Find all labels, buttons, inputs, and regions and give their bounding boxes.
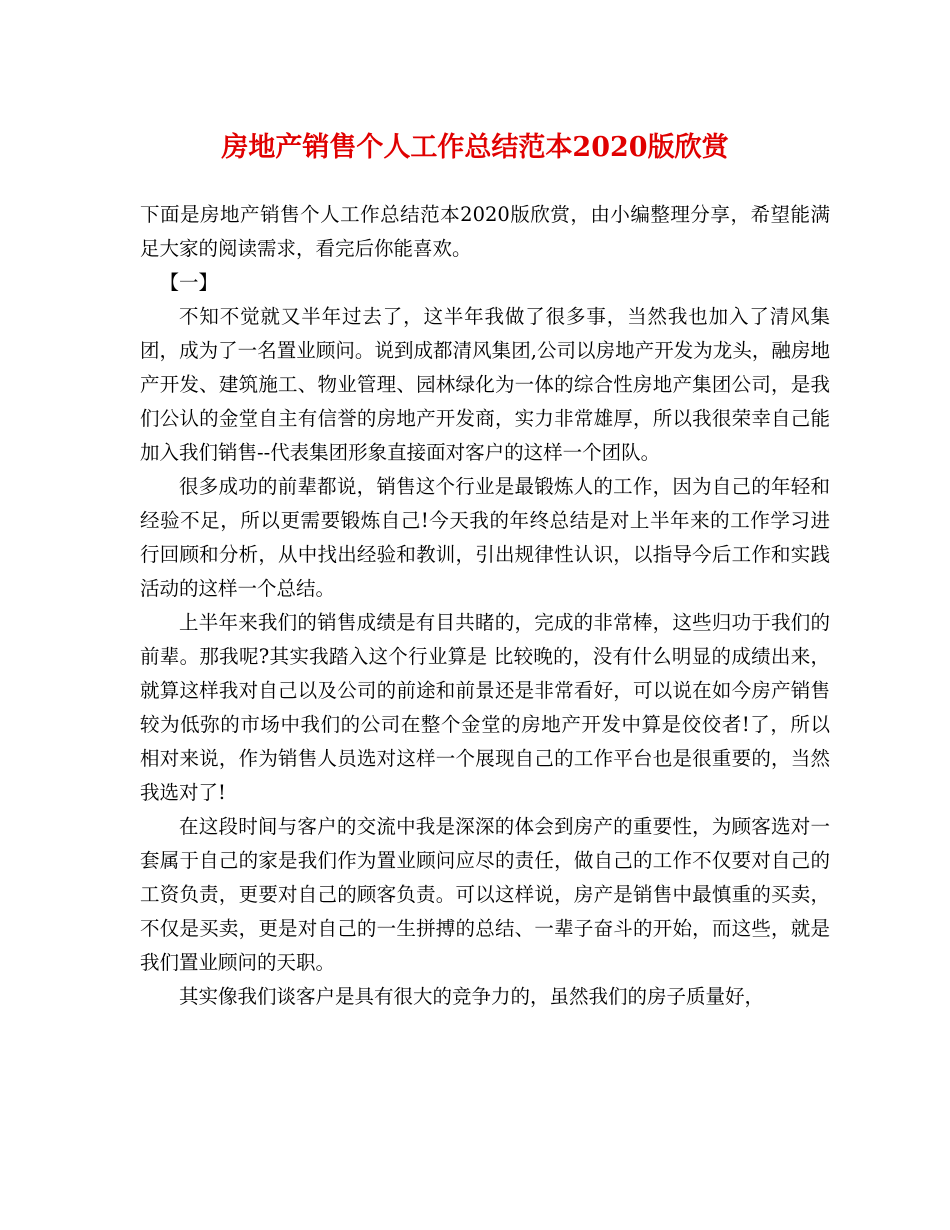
section-marker: 【一】 [159, 271, 219, 294]
body-paragraph: 其实像我们谈客户是具有很大的竞争力的，虽然我们的房子质量好， [179, 985, 765, 1008]
body-paragraph: 上半年来我们的销售成绩是有目共睹的，完成的非常棒，这些归功于我们的前辈。那我呢?其实我踏入这个行业算是 比较晚的，没有什么明显的成绩出来，就算这样我对自己以及公司的前途和前景还是非常看好，可以说在如今房产销售较为低弥的市场中我们的公司在整个金堂的房地产开发中算是佼佼者!了，所以相对来说，作为销售人员选对这样一个展现自己的工作平台也是很重要的，当然我选对了! [140, 611, 830, 804]
body-paragraph: 在这段时间与客户的交流中我是深深的体会到房产的重要性，为顾客选对一套属于自己的家是我们作为置业顾问应尽的责任，做自己的工作不仅要对自己的工资负责，更要对自己的顾客负责。可以这样说，房产是销售中最慎重的买卖，不仅是买卖，更是对自己的一生拼搏的总结、一辈子奋斗的开始，而这些，就是我们置业顾问的天职。 [140, 815, 830, 974]
document-title: 房地产销售个人工作总结范本2020版欣赏 [221, 132, 729, 163]
document-body [140, 198, 830, 1014]
body-paragraph: 不知不觉就又半年过去了，这半年我做了很多事，当然我也加入了清风集团，成为了一名置业顾问。说到成都清风集团,公司以房地产开发为龙头，融房地产开发、建筑施工、物业管理、园林绿化为一体的综合性房地产集团公司，是我们公认的金堂自主有信誉的房地产开发商，实力非常雄厚，所以我很荣幸自己能加入我们销售--代表集团形象直接面对客户的这样一个团队。 [140, 305, 830, 464]
intro-paragraph: 下面是房地产销售个人工作总结范本2020版欣赏，由小编整理分享，希望能满足大家的阅读需求，看完后你能喜欢。 [140, 203, 830, 260]
body-paragraph: 很多成功的前辈都说，销售这个行业是最锻炼人的工作，因为自己的年轻和经验不足，所以更需要锻炼自己!今天我的年终总结是对上半年来的工作学习进行回顾和分析，从中找出经验和教训，引出规律性认识，以指导今后工作和实践活动的这样一个总结。 [140, 475, 830, 600]
